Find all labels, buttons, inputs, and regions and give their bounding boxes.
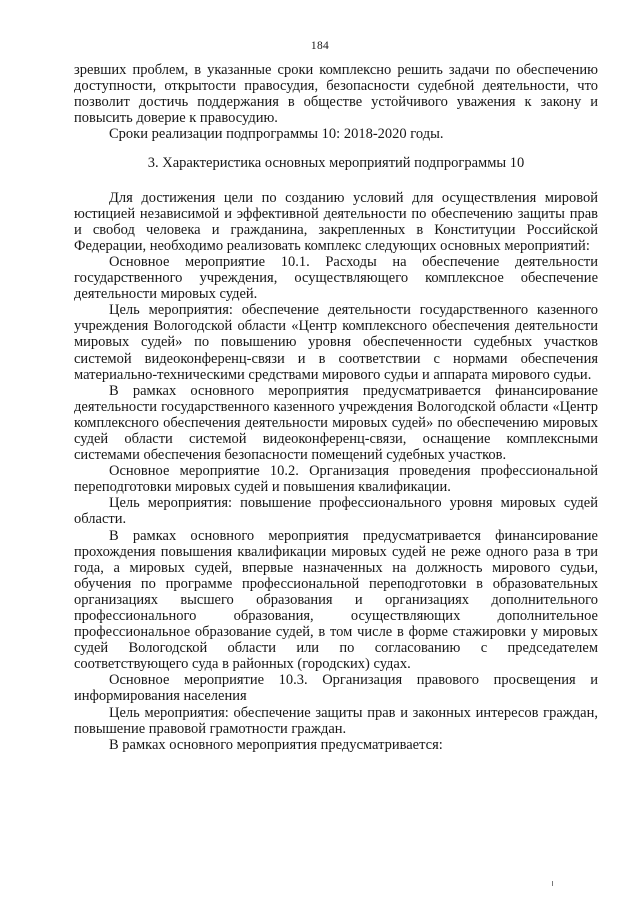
page-number: 184 <box>310 40 330 52</box>
page-content <box>74 62 598 753</box>
paragraph-measure-10-2-goal: Цель мероприятия: повышение профессионального уровня мировых судей области. <box>74 495 598 528</box>
paragraph-measure-10-3: Основное мероприятие 10.3. Организация правового просвещения и информирования населения <box>74 672 598 705</box>
paragraph-measure-10-1-financing: В рамках основного мероприятия предусматривается финансирование деятельности государственного казенного учреждения Вологодской области «Центр комплексного обеспечения деятельности мировых судей» по обеспечению мировых судей области системой видеоконференц-связи, оснащение комплексными системами обеспечения безопасности помещений судебных участков. <box>74 382 598 464</box>
paragraph-measure-10-1: Основное мероприятие 10.1. Расходы на обеспечение деятельности государственного учреждения, осуществляющего комплексное обеспечение деятельности мировых судей. <box>74 253 598 303</box>
paragraph-measure-10-2-financing: В рамках основного мероприятия предусматривается финансирование прохождения повышения квалификации мировых судей не реже одного раза в три года, а мировых судей, впервые назначенных на должность мирового судьи, обучения по программе профессиональной переподготовки в образовательных организациях высшего образования и организациях дополнительного профессионального образования, осуществляющих дополнительное профессиональное образование судей, в том числе в форме стажировки у мировых судей Вологодской области или по согласованию с председателем соответствующего суда в районных (городских) судах. <box>74 527 598 673</box>
scan-mark <box>552 881 553 886</box>
paragraph-implementation-period: Сроки реализации подпрограммы 10: 2018-2020 годы. <box>109 126 444 143</box>
section-heading: 3. Характеристика основных мероприятий подпрограммы 10 <box>147 155 525 172</box>
paragraph-measure-10-3-scope: В рамках основного мероприятия предусматривается: <box>109 736 443 753</box>
paragraph-measure-10-1-goal: Цель мероприятия: обеспечение деятельности государственного казенного учреждения Вологодской области «Центр комплексного обеспечения деятельности мировых судей» по повышению уровня обеспеченности судебных участков системой видеоконференц-связи и в соответствии с нормами обеспечения материально-техническими средствами мирового судьи и аппарата мирового судьи. <box>74 302 598 383</box>
paragraph-measure-10-3-goal: Цель мероприятия: обеспечение защиты прав и законных интересов граждан, повышение правовой грамотности граждан. <box>74 704 598 737</box>
paragraph-measure-10-2: Основное мероприятие 10.2. Организация проведения профессиональной переподготовки мировых судей и повышения квалификации. <box>74 463 598 496</box>
paragraph-goal-intro: Для достижения цели по созданию условий для осуществления мировой юстицией независимой и эффективной деятельности по обеспечению защиты прав и свобод человека и гражданина, закрепленных в Конституции Российской Федерации, необходимо реализовать комплекс следующих основных мероприятий: <box>74 189 598 254</box>
paragraph-continuation: зревших проблем, в указанные сроки комплексно решить задачи по обеспечению доступности, открытости правосудия, безопасности судебной деятельности, что позволит достичь поддержания в обществе устойчивого уважения к закону и повысить доверие к правосудию. <box>74 62 598 127</box>
